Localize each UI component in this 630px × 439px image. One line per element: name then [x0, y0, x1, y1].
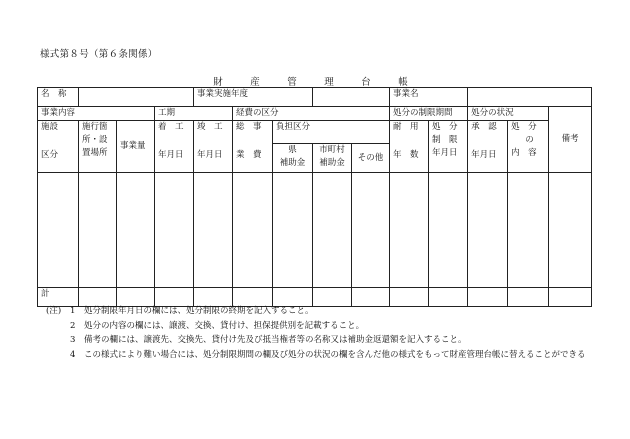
- header-row-columns: [38, 121, 592, 144]
- location-text-2: 所・設: [82, 135, 108, 145]
- municipal-subsidy-header: [313, 144, 352, 173]
- disposal-content-header: [508, 121, 549, 173]
- remarks-cell[interactable]: [549, 173, 592, 288]
- property-ledger-table: [37, 87, 592, 307]
- pref-text-1: 県: [288, 145, 297, 155]
- completion-date-header: [194, 121, 233, 173]
- municipal-subsidy-cell[interactable]: [313, 173, 352, 288]
- disposal-text-3: 内 容: [511, 148, 537, 158]
- location-text-3: 置場所: [82, 148, 108, 158]
- document-title: 財 産 管 理 台 帳: [213, 77, 417, 88]
- limit-text-2: 制 限: [432, 135, 458, 145]
- location-cell[interactable]: [79, 173, 117, 288]
- completion-date-cell[interactable]: [194, 173, 233, 288]
- approval-date-cell[interactable]: [468, 173, 508, 288]
- note-item: [46, 333, 616, 348]
- approval-text-1: 承 認: [471, 122, 497, 132]
- notes-section: [46, 304, 616, 362]
- start-date-cell[interactable]: [155, 173, 194, 288]
- disposal-limit-date-header: [429, 121, 468, 173]
- city-text-1: 市町村: [319, 145, 345, 155]
- implementation-year-label-cell: 事業実施年度: [194, 88, 313, 107]
- start-text-2: 年月日: [158, 150, 184, 160]
- city-text-2: 補助金: [319, 158, 345, 168]
- facility-category-header: [38, 121, 79, 173]
- header-row-groups: [38, 107, 592, 121]
- disposal-limit-period-header: 処分の制限期間: [390, 107, 468, 121]
- pref-text-2: 補助金: [279, 158, 306, 168]
- note-text: この様式により難い場合には、処分制限期間の欄及び処分の状況の欄を含んだ他の様式をもって財産管理台帳に替えることができる: [84, 349, 586, 360]
- notes-lead: (注): [46, 306, 62, 316]
- disposal-text-2: の: [525, 135, 534, 145]
- project-content-header: 事業内容: [38, 107, 155, 121]
- disposal-content-cell[interactable]: [508, 173, 549, 288]
- total-text-1: 総 事: [236, 122, 262, 132]
- durable-years-header: [390, 121, 429, 173]
- note-text: 備考の欄には、譲渡先、交換先、貸付け先及び抵当権者等の名称又は補助金返還額を記入すること。: [84, 335, 467, 345]
- note-item: [46, 348, 616, 363]
- cost-category-header: 経費の区分: [233, 107, 390, 121]
- name-label-cell: 名 称: [38, 88, 79, 107]
- note-text: 処分制限年月日の欄には、処分制限の終期を記入すること。: [84, 306, 314, 316]
- total-cost-cell[interactable]: [233, 173, 273, 288]
- limit-text-1: 処 分: [432, 122, 458, 132]
- location-text-1: 施行箇: [82, 122, 108, 132]
- durable-text-1: 耐 用: [393, 122, 419, 132]
- facility-category-cell[interactable]: [38, 173, 79, 288]
- note-text: 処分の内容の欄には、譲渡、交換、貸付け、担保提供別を記載すること。: [84, 320, 365, 331]
- location-header: [79, 121, 117, 173]
- facility-top-text: 施設: [41, 122, 59, 132]
- durable-years-cell[interactable]: [390, 173, 429, 288]
- completion-text-1: 竣 工: [197, 122, 223, 132]
- total-label-cell: 計: [38, 288, 79, 307]
- durable-text-2: 年 数: [393, 150, 419, 160]
- project-name-label-cell: 事業名: [390, 88, 468, 107]
- note-number: 2: [70, 320, 76, 331]
- note-number: 3: [70, 335, 76, 345]
- approval-text-2: 年月日: [471, 150, 497, 160]
- other-header: その他: [352, 144, 390, 173]
- start-date-header: [155, 121, 194, 173]
- note-item: [46, 304, 616, 319]
- implementation-year-value-cell[interactable]: [313, 88, 390, 107]
- facility-bottom-text: 区分: [41, 150, 59, 160]
- remarks-header: 備考: [549, 107, 592, 173]
- prefecture-subsidy-cell[interactable]: [273, 173, 313, 288]
- approval-date-header: [468, 121, 508, 173]
- quantity-header: 事業量: [117, 121, 155, 173]
- note-number: 4: [70, 349, 76, 360]
- start-text-1: 着 工: [158, 122, 184, 132]
- prefecture-subsidy-header: [273, 144, 313, 173]
- total-text-2: 業 費: [236, 150, 262, 160]
- period-header: 工期: [155, 107, 233, 121]
- name-value-cell[interactable]: [79, 88, 194, 107]
- disposal-text-1: 処 分: [511, 122, 537, 132]
- burden-category-header: 負担区分: [273, 121, 390, 144]
- total-cost-header: [233, 121, 273, 173]
- quantity-cell[interactable]: [117, 173, 155, 288]
- data-entry-row: [38, 173, 592, 288]
- form-number-label: 様式第８号（第６条関係）: [40, 49, 158, 60]
- completion-text-2: 年月日: [197, 150, 223, 160]
- note-number: 1: [70, 306, 76, 316]
- project-name-value-cell[interactable]: [468, 88, 592, 107]
- header-row-name: [38, 88, 592, 107]
- disposal-status-header: 処分の状況: [468, 107, 549, 121]
- limit-text-3: 年月日: [432, 148, 458, 158]
- note-item: [46, 319, 616, 334]
- disposal-limit-date-cell[interactable]: [429, 173, 468, 288]
- other-cell[interactable]: [352, 173, 390, 288]
